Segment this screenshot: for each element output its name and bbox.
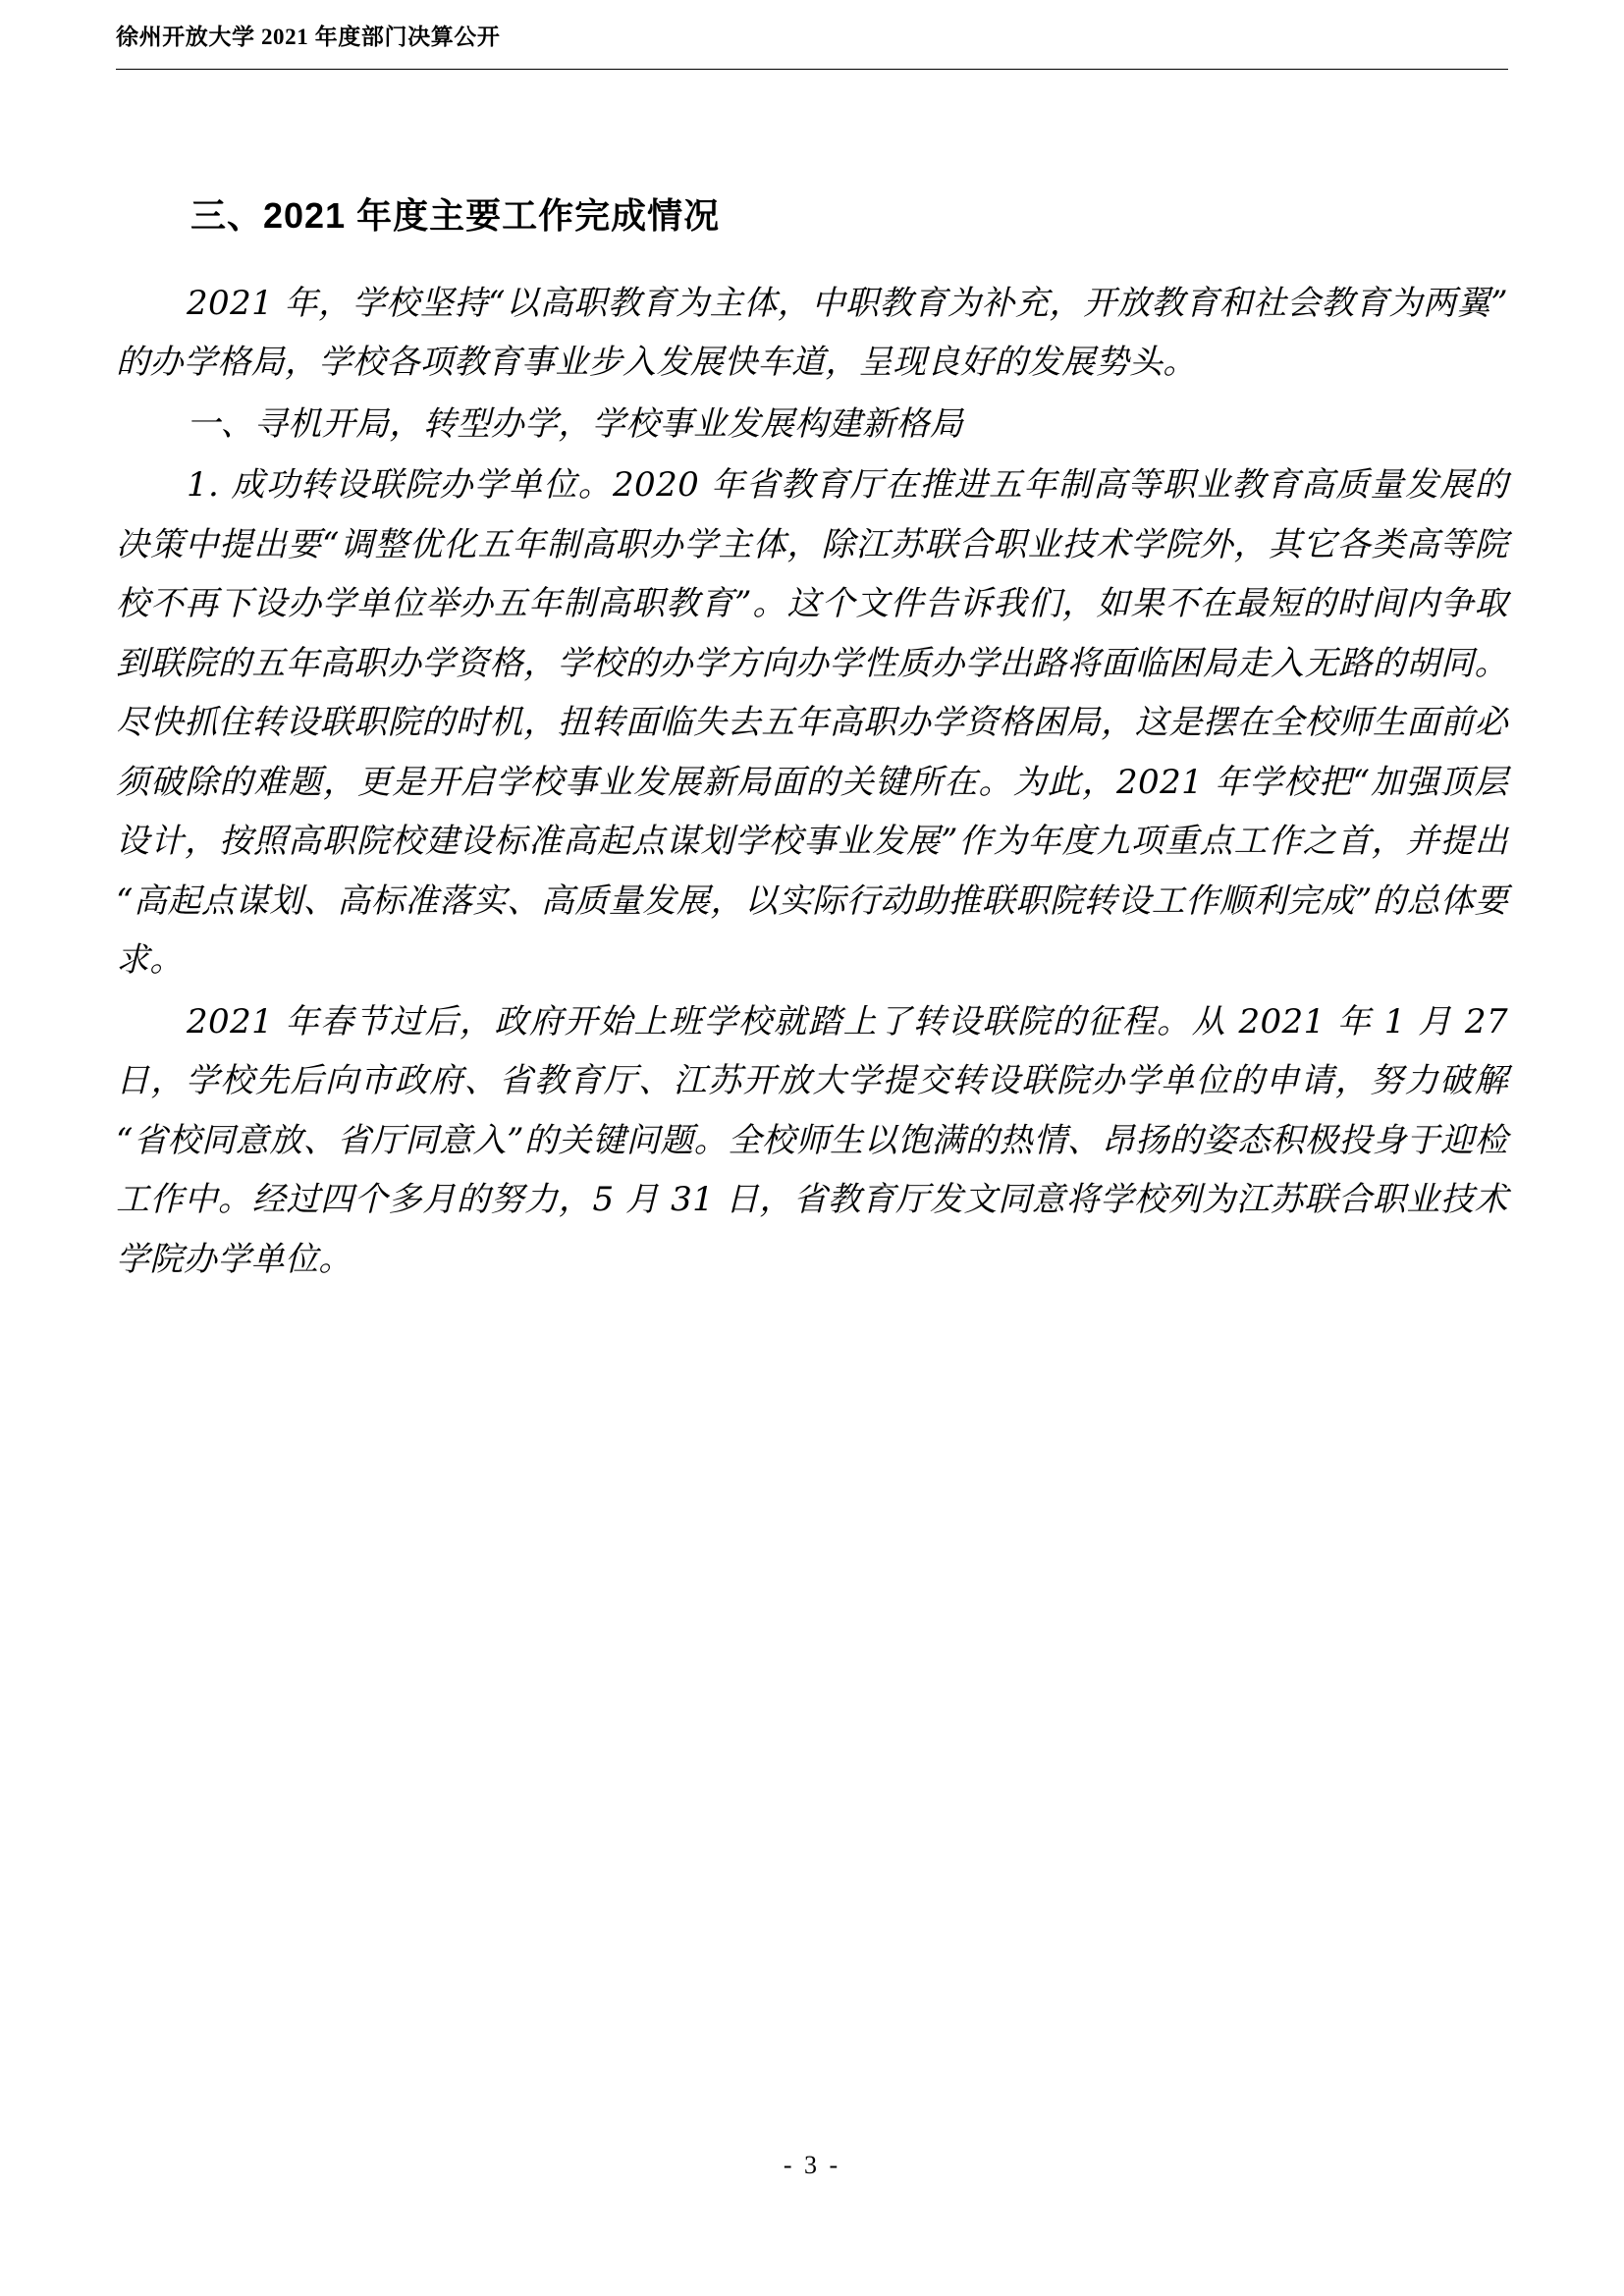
page-number: - 3 - [783,2151,841,2179]
body-paragraph-4: 2021 年春节过后，政府开始上班学校就踏上了转设联院的征程。从 2021 年 1 月 27 日，学校先后向市政府、省教育厅、江苏开放大学提交转设联院办学单位的申请，努力破解“省校同意放、省厅同意入”的关键问题。全校师生以饱满的热情、昂扬的姿态积极投身于迎检工作中。经过四个多月的努力，5 月 31 日，省教育厅发文同意将学校列为江苏联合职业技术学院办学单位。 [116,1001,1508,1279]
header-divider [116,69,1508,70]
running-header [0,0,1624,77]
body-paragraph-2: 一、寻机开局，转型办学，学校事业发展构建新格局 [187,403,964,444]
document-body [116,192,1508,1291]
body-paragraph-1: 2021 年，学校坚持“以高职教育为主体，中职教育为补充，开放教育和社会教育为两翼”的办学格局，学校各项教育事业步入发展快车道，呈现良好的发展势头。 [116,283,1508,383]
page-footer [0,2151,1624,2180]
section-heading: 三、2021 年度主要工作完成情况 [190,195,721,236]
body-paragraph-3: 1. 成功转设联院办学单位。2020 年省教育厅在推进五年制高等职业教育高质量发展的决策中提出要“调整优化五年制高职办学主体，除江苏联合职业技术学院外，其它各类高等院校不再下设办学单位举办五年制高职教育”。这个文件告诉我们，如果不在最短的时间内争取到联院的五年高职办学资格，学校的办学方向办学性质办学出路将面临困局走入无路的胡同。尽快抓住转设联职院的时机，扭转面临失去五年高职办学资格困局，这是摆在全校师生面前必须破除的难题，更是开启学校事业发展新局面的关键所在。为此，2021 年学校把“加强顶层设计，按照高职院校建设标准高起点谋划学校事业发展”作为年度九项重点工作之首，并提出“高起点谋划、高标准落实、高质量发展，以实际行动助推联职院转设工作顺利完成”的总体要求。 [116,465,1508,981]
running-header-title: 徐州开放大学 2021 年度部门决算公开 [116,25,501,49]
